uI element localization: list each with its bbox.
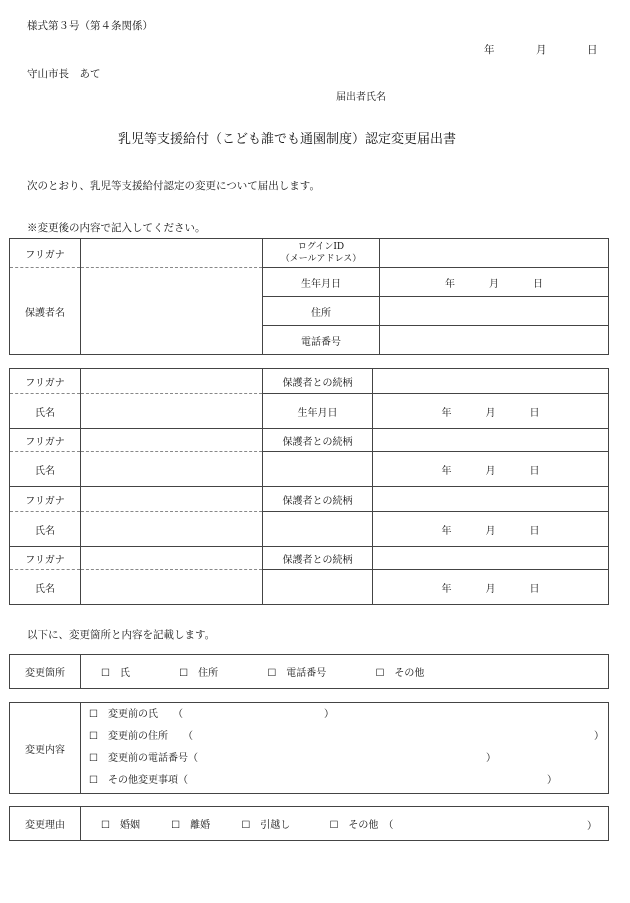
change-location-table bbox=[9, 654, 609, 689]
child-furigana-field[interactable] bbox=[81, 369, 263, 394]
child-furigana-field[interactable] bbox=[81, 547, 263, 570]
child-birthdate-field-empty-label bbox=[263, 512, 373, 547]
relation-label: 保護者との続柄 bbox=[263, 487, 373, 512]
relation-label: 保護者との続柄 bbox=[263, 369, 373, 394]
checkbox-address[interactable]: ☐ 住所 bbox=[179, 668, 219, 679]
addressee: 守山市長 あて bbox=[27, 68, 101, 80]
prev-surname-line[interactable]: ☐ 変更前の氏 （ ） bbox=[89, 709, 334, 720]
child-name-field[interactable] bbox=[81, 512, 263, 547]
guardian-furigana-field[interactable] bbox=[81, 239, 263, 268]
child-birthdate-field[interactable]: 年 月 日 bbox=[373, 452, 609, 487]
guardian-birthdate-label: 生年月日 bbox=[263, 268, 380, 297]
child-name-field[interactable] bbox=[81, 570, 263, 605]
prev-address-line[interactable]: ☐ 変更前の住所 （ ） bbox=[89, 731, 604, 742]
login-id-label: ログインID （メールアドレス） bbox=[263, 239, 380, 268]
prev-phone-line[interactable]: ☐ 変更前の電話番号（ ） bbox=[89, 753, 496, 764]
relation-field[interactable] bbox=[373, 429, 609, 452]
child-furigana-label: フリガナ bbox=[10, 547, 81, 570]
change-content-lines bbox=[81, 703, 609, 794]
child-birthdate-field[interactable]: 年 月 日 bbox=[373, 512, 609, 547]
child-name-label: 氏名 bbox=[10, 512, 81, 547]
child-birthdate-field[interactable]: 年 月 日 bbox=[373, 394, 609, 429]
child-birthdate-label: 生年月日 bbox=[263, 394, 373, 429]
change-location-label: 変更箇所 bbox=[10, 655, 81, 689]
child-furigana-label: フリガナ bbox=[10, 369, 81, 394]
below-instruction: 以下に、変更箇所と内容を記載します。 bbox=[27, 629, 216, 641]
checkbox-other[interactable]: ☐ その他 bbox=[375, 668, 425, 679]
checkbox-phone[interactable]: ☐ 電話番号 bbox=[267, 668, 327, 679]
date-year-label: 年 bbox=[484, 44, 495, 56]
child-birthdate-field-empty-label bbox=[263, 452, 373, 487]
child-table bbox=[9, 368, 609, 605]
checkbox-marriage[interactable]: ☐ 婚姻 bbox=[101, 820, 140, 831]
checkbox-moving[interactable]: ☐ 引越し bbox=[241, 820, 291, 831]
guardian-name-label: 保護者名 bbox=[10, 268, 81, 355]
guardian-furigana-label: フリガナ bbox=[10, 239, 81, 268]
guardian-name-field[interactable] bbox=[81, 268, 263, 355]
change-reason-label: 変更理由 bbox=[10, 807, 81, 841]
address-field[interactable] bbox=[380, 297, 609, 326]
other-change-line[interactable]: ☐ その他変更事項（ ） bbox=[89, 775, 557, 786]
phone-field[interactable] bbox=[380, 326, 609, 355]
document-title: 乳児等支援給付（こども誰でも通園制度）認定変更届出書 bbox=[118, 132, 457, 147]
relation-label: 保護者との続柄 bbox=[263, 429, 373, 452]
change-location-options bbox=[81, 655, 609, 689]
checkbox-surname[interactable]: ☐ 氏 bbox=[101, 668, 130, 679]
relation-field[interactable] bbox=[373, 369, 609, 394]
child-name-field[interactable] bbox=[81, 394, 263, 429]
child-furigana-field[interactable] bbox=[81, 429, 263, 452]
reason-other-close-paren: ） bbox=[587, 821, 597, 832]
guardian-birthdate-field[interactable]: 年 月 日 bbox=[380, 268, 609, 297]
change-content-table bbox=[9, 702, 609, 794]
instruction-note: ※変更後の内容で記入してください。 bbox=[27, 222, 206, 234]
date-day-label: 日 bbox=[587, 44, 598, 56]
guardian-table bbox=[9, 238, 609, 355]
checkbox-reason-other[interactable]: ☐ その他 （ bbox=[329, 820, 394, 831]
child-name-label: 氏名 bbox=[10, 452, 81, 487]
child-furigana-label: フリガナ bbox=[10, 487, 81, 512]
date-month-label: 月 bbox=[536, 44, 547, 56]
child-name-label: 氏名 bbox=[10, 394, 81, 429]
login-id-field[interactable] bbox=[380, 239, 609, 268]
relation-field[interactable] bbox=[373, 487, 609, 512]
child-birthdate-field[interactable]: 年 月 日 bbox=[373, 570, 609, 605]
child-furigana-field[interactable] bbox=[81, 487, 263, 512]
change-reason-table bbox=[9, 806, 609, 841]
checkbox-divorce[interactable]: ☐ 離婚 bbox=[171, 820, 211, 831]
child-furigana-label: フリガナ bbox=[10, 429, 81, 452]
address-label: 住所 bbox=[263, 297, 380, 326]
change-content-label: 変更内容 bbox=[10, 703, 81, 794]
child-name-field[interactable] bbox=[81, 452, 263, 487]
relation-field[interactable] bbox=[373, 547, 609, 570]
change-reason-options bbox=[81, 807, 609, 841]
relation-label: 保護者との続柄 bbox=[263, 547, 373, 570]
intro-text: 次のとおり、乳児等支援給付認定の変更について届出します。 bbox=[27, 180, 320, 192]
child-name-label: 氏名 bbox=[10, 570, 81, 605]
form-number: 様式第３号（第４条関係） bbox=[27, 20, 153, 32]
phone-label: 電話番号 bbox=[263, 326, 380, 355]
applicant-name-label: 届出者氏名 bbox=[336, 92, 386, 103]
child-birthdate-field-empty-label bbox=[263, 570, 373, 605]
